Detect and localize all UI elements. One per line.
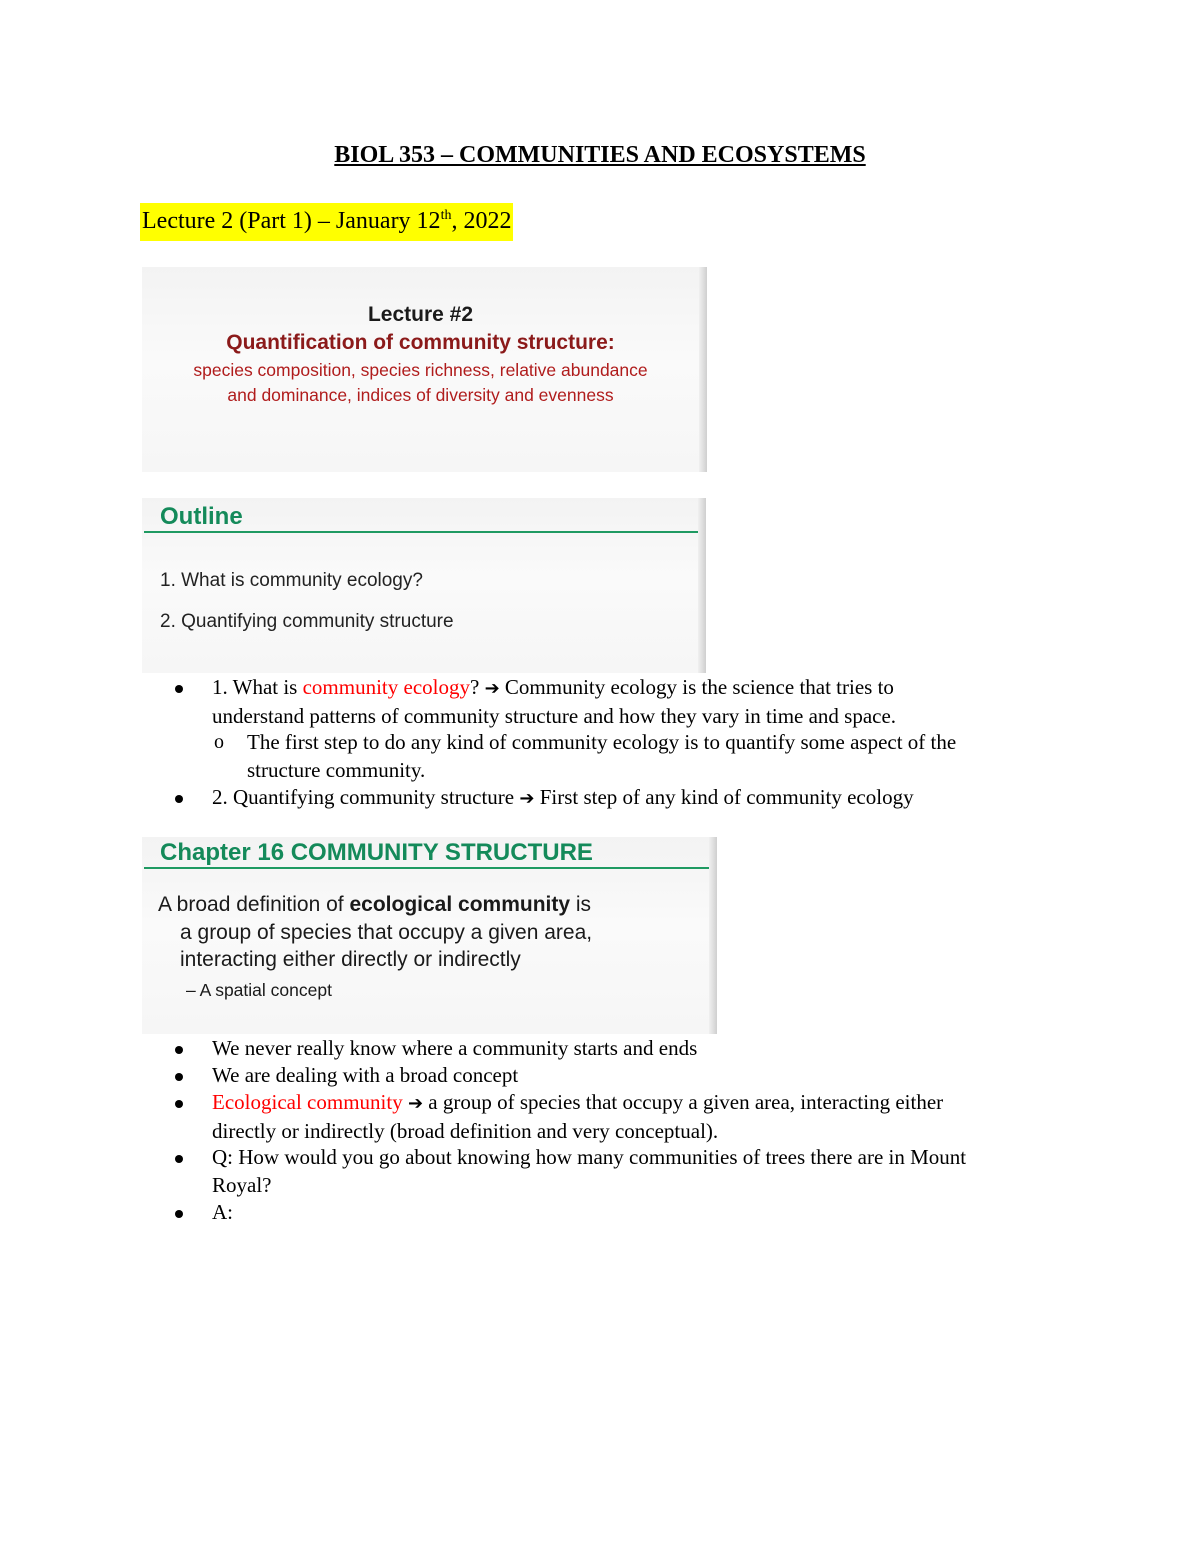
outline-item: 2. Quantifying community structure <box>160 611 454 632</box>
definition-subpoint: – A spatial concept <box>186 980 332 1000</box>
bullet-icon <box>175 1155 183 1163</box>
list-item <box>212 1199 1072 1227</box>
list-item <box>212 1062 1072 1090</box>
list-item-text: directly or indirectly (broad definition and very conceptual). <box>212 1118 719 1143</box>
list-item-text: 1. What is <box>212 675 303 699</box>
slide-description-line: and dominance, indices of diversity and evenness <box>227 385 614 405</box>
slide-heading: Outline <box>160 503 243 530</box>
arrow-icon: ➔ <box>407 1093 424 1114</box>
arrow-icon: ➔ <box>484 678 500 699</box>
bullet-icon <box>175 1100 183 1108</box>
bullet-icon <box>175 795 183 803</box>
list-item <box>212 784 1072 813</box>
definition-text: is <box>570 893 592 916</box>
bullet-icon <box>175 1073 183 1081</box>
slide-subtitle: Quantification of community structure: <box>226 331 615 354</box>
lecture-heading <box>140 203 513 241</box>
slide-title: Lecture #2 <box>367 303 474 326</box>
list-item-text: Royal? <box>212 1172 272 1197</box>
slide-heading: Chapter 16 COMMUNITY STRUCTURE <box>160 839 593 866</box>
definition-line <box>158 893 591 917</box>
bullet-icon <box>175 1046 183 1054</box>
term-highlight: Ecological community <box>212 1090 403 1114</box>
list-item <box>212 1035 1072 1063</box>
lecture-heading-text: Lecture 2 (Part 1) – January 12 <box>142 208 441 234</box>
lecture-heading-superscript: th <box>440 208 452 223</box>
slide-description-line: species composition, species richness, relative abundance <box>193 360 648 380</box>
list-item <box>212 674 1072 730</box>
list-item <box>212 1089 1072 1145</box>
slide-divider <box>144 867 712 869</box>
list-item-text: A: <box>212 1200 233 1224</box>
list-item-text: understand patterns of community structure and how they vary in time and space. <box>212 703 897 728</box>
definition-line: interacting either directly or indirectly <box>180 948 521 971</box>
term-highlight: community ecology <box>302 675 470 699</box>
list-item-text: ? <box>470 675 485 699</box>
lecture-heading-year: , 2022 <box>451 208 512 234</box>
sub-bullet-icon: o <box>214 731 224 753</box>
list-item-text: Community ecology is the science that tries to <box>499 675 894 699</box>
slide-divider <box>144 531 699 533</box>
definition-text: A broad definition of <box>158 893 350 916</box>
definition-line: a group of species that occupy a given area, <box>180 921 593 944</box>
document-title: BIOL 353 – COMMUNITIES AND ECOSYSTEMS <box>334 142 866 168</box>
list-item-text: We never really know where a community starts and ends <box>212 1036 698 1060</box>
list-item <box>212 1144 1072 1199</box>
bullet-icon <box>175 685 183 693</box>
bullet-icon <box>175 1210 183 1218</box>
arrow-icon: ➔ <box>519 788 535 809</box>
list-item-text: 2. Quantifying community structure <box>212 785 520 809</box>
slide-description <box>142 358 699 408</box>
sub-list-item <box>214 729 1067 784</box>
list-item-text: First step of any kind of community ecology <box>534 785 914 809</box>
list-item-text: Q: How would you go about knowing how many communities of trees there are in Mount <box>212 1145 967 1169</box>
list-item-text: a group of species that occupy a given area, interacting either <box>423 1090 944 1114</box>
slide-image-chapter-16 <box>142 837 717 1034</box>
slide-image-outline <box>142 498 706 673</box>
definition-term: ecological community <box>349 893 571 916</box>
list-item-text: We are dealing with a broad concept <box>212 1063 519 1087</box>
outline-item: 1. What is community ecology? <box>160 570 423 591</box>
list-item-text: The first step to do any kind of community ecology is to quantify some aspect of the <box>247 730 957 754</box>
slide-image-lecture-title <box>142 267 707 472</box>
list-item-text: structure community. <box>247 757 426 782</box>
